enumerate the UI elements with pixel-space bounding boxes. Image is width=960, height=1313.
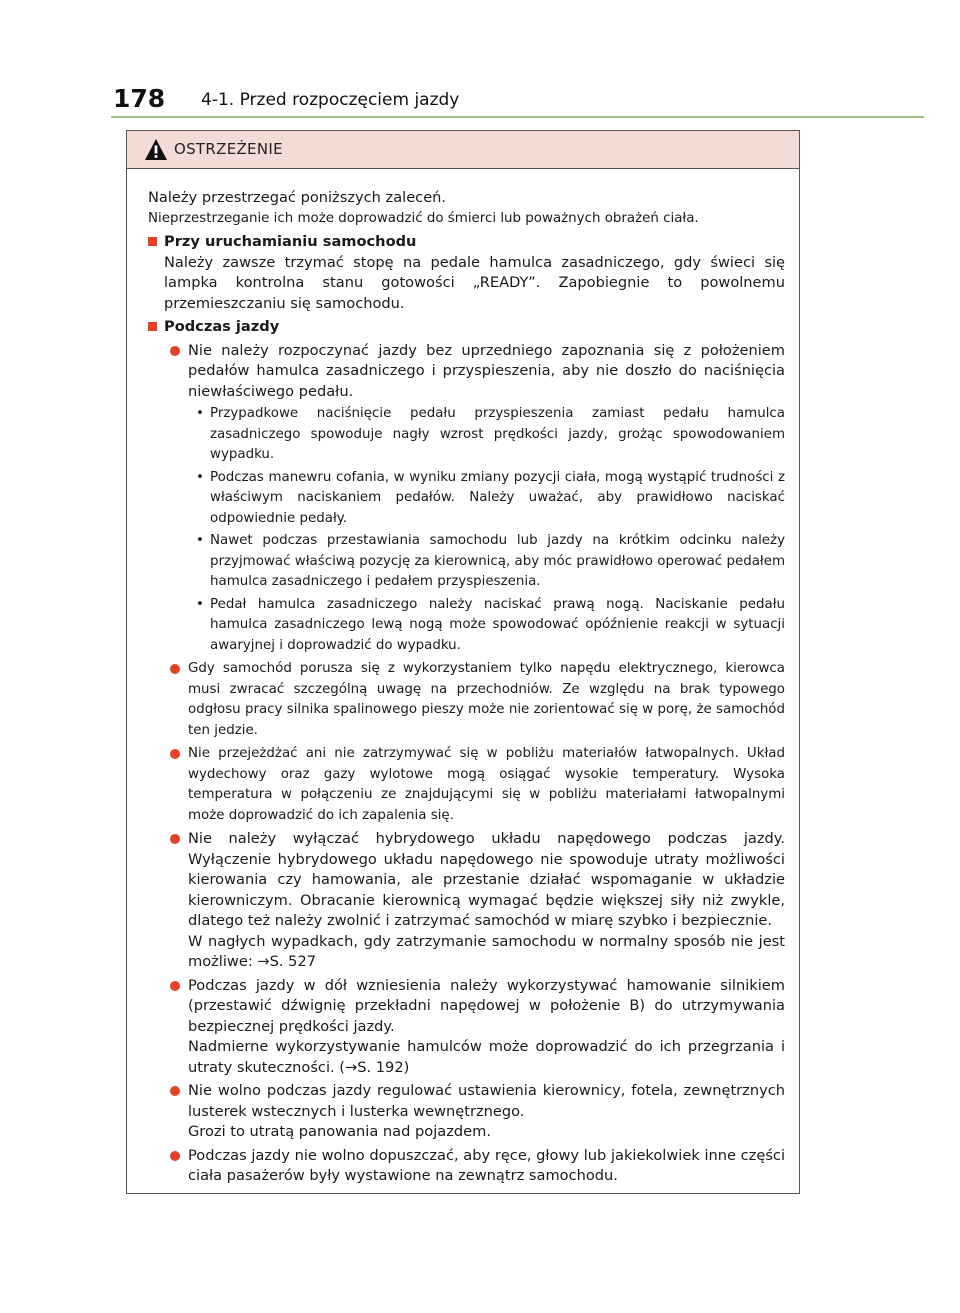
page-number: 178 [113, 84, 166, 113]
header-divider [111, 116, 924, 118]
bullet-item [148, 1146, 785, 1187]
bullet-marker: • [196, 533, 204, 548]
bullet-marker: • [196, 596, 204, 612]
warning-box [126, 130, 800, 1194]
sub-bullet-item [148, 404, 785, 466]
intro-text: Należy przestrzegać poniższych zaleceń. [148, 189, 447, 206]
bullet-extra-text: W nagłych wypadkach, gdy zatrzymanie samochodu w normalny sposób nie jest możliwe: →S. 527 [188, 932, 785, 970]
intro-text-2: Nieprzestrzeganie ich może doprowadzić do śmierci lub poważnych obrażeń ciała. [148, 210, 699, 226]
bullet-extra-text: Nadmierne wykorzystywanie hamulców może doprowadzić do ich przegrzania i utraty skuteczności. (→S. 192) [188, 1038, 785, 1076]
page-header [113, 84, 913, 114]
red-square-icon [148, 322, 157, 331]
section-heading-text: Przy uruchamianiu samochodu [164, 233, 417, 250]
bullet-extra-text: Grozi to utratą panowania nad pojazdem. [188, 1123, 491, 1140]
sub-bullet-text: Podczas manewru cofania, w wyniku zmiany pozycji ciała, mogą wystąpić trudności z właściwym naciskaniem pedałów. Należy uważać, aby prawidłowo naciskać odpowiednie pedały. [210, 469, 785, 526]
bullet-text: Nie należy rozpoczynać jazdy bez uprzedniego zapoznania się z położeniem pedałów hamulca zasadniczego i przyspieszenia, aby nie doszło do naciśnięcia niewłaściwego pedału. [188, 341, 785, 400]
red-dot-icon [170, 981, 180, 991]
bullet-item [148, 341, 785, 403]
bullet-text: Gdy samochód porusza się z wykorzystaniem tylko napędu elektrycznego, kierowca musi zwracać szczególną uwagę na przechodniów. Ze względu na brak typowego odgłosu pracy silnika spalinowego pieszy może nie zorientować się w porę, że samochód ten jedzie. [188, 661, 785, 738]
bullet-text: Nie przejeżdżać ani nie zatrzymywać się w pobliżu materiałów łatwopalnych. Układ wydechowy oraz gazy wylotowe mogą osiągać wysokie temperatury. Wysoka temperatura w połączeniu ze znajdującymi się w pobliżu materiałami łatwopalnymi może doprowadzić do ich zapalenia się. [188, 746, 785, 823]
bullet-marker: • [196, 469, 204, 485]
red-dot-icon [170, 1086, 180, 1096]
warning-content [148, 188, 785, 1187]
section-title: 4-1. Przed rozpoczęciem jazdy [201, 90, 460, 110]
bullet-text: Nie wolno podczas jazdy regulować ustawienia kierownicy, fotela, zewnętrznych lusterek wstecznych i lusterka wewnętrznego. [188, 1082, 785, 1120]
red-square-icon [148, 237, 157, 246]
sub-bullet-item [148, 531, 785, 593]
bullet-item [148, 829, 785, 973]
warning-triangle-icon [144, 138, 168, 161]
bullet-marker: • [196, 406, 204, 421]
bullet-text: Nie należy wyłączać hybrydowego układu napędowego podczas jazdy. Wyłączenie hybrydowego układu napędowego nie spowoduje utraty możliwości kierowania czy hamowania, ale przestanie działać wspomaganie w układzie kierowniczym. Obracanie kierownicą wymagać będzie większej siły niż zwykle, dlatego też należy zwolnić i zatrzymać samochód w miarę szybko i bezpiecznie. [188, 830, 785, 929]
sub-bullet-text: Przypadkowe naciśnięcie pedału przyspieszenia zamiast pedału hamulca zasadniczego spowoduje nagły wzrost prędkości jazdy, grożąc spowodowaniem wypadku. [210, 406, 785, 462]
section-heading [148, 317, 785, 338]
section-heading [148, 232, 785, 253]
bullet-item [148, 1081, 785, 1143]
red-dot-icon [170, 749, 180, 759]
bullet-item [148, 659, 785, 741]
bullet-text: Podczas jazdy nie wolno dopuszczać, aby ręce, głowy lub jakiekolwiek inne części ciała pasażerów były wystawione na zewnątrz samochodu. [188, 1146, 785, 1184]
bullet-item [148, 976, 785, 1079]
section-body: Należy zawsze trzymać stopę na pedale hamulca zasadniczego, gdy świeci się lampka kontrolna stanu gotowości „READY”. Zapobiegnie to powolnemu przemieszczaniu się samochodu. [164, 253, 785, 312]
red-dot-icon [170, 346, 180, 356]
red-dot-icon [170, 664, 180, 674]
red-dot-icon [170, 834, 180, 844]
section-heading-text: Podczas jazdy [164, 318, 280, 335]
sub-bullet-text: Nawet podczas przestawiania samochodu lub jazdy na krótkim odcinku należy przyjmować właściwą pozycję za kierownicą, aby móc prawidłowo operować pedałem hamulca zasadniczego i pedałem przyspieszenia. [210, 533, 785, 589]
sub-bullet-item [148, 595, 785, 657]
bullet-text: Podczas jazdy w dół wzniesienia należy wykorzystywać hamowanie silnikiem (przestawić dźwignię przekładni napędowej w położenie B) do utrzymywania bezpiecznej prędkości jazdy. [188, 976, 785, 1035]
bullet-item [148, 744, 785, 826]
warning-title: OSTRZEŻENIE [174, 140, 283, 158]
warning-header [127, 131, 799, 169]
sub-bullet-item [148, 468, 785, 530]
sub-bullet-text: Pedał hamulca zasadniczego należy naciskać prawą nogą. Naciskanie pedału hamulca zasadniczego lewą nogą może spowodować opóźnienie reakcji w sytuacji awaryjnej i doprowadzić do wypadku. [210, 596, 785, 653]
red-dot-icon [170, 1151, 180, 1161]
